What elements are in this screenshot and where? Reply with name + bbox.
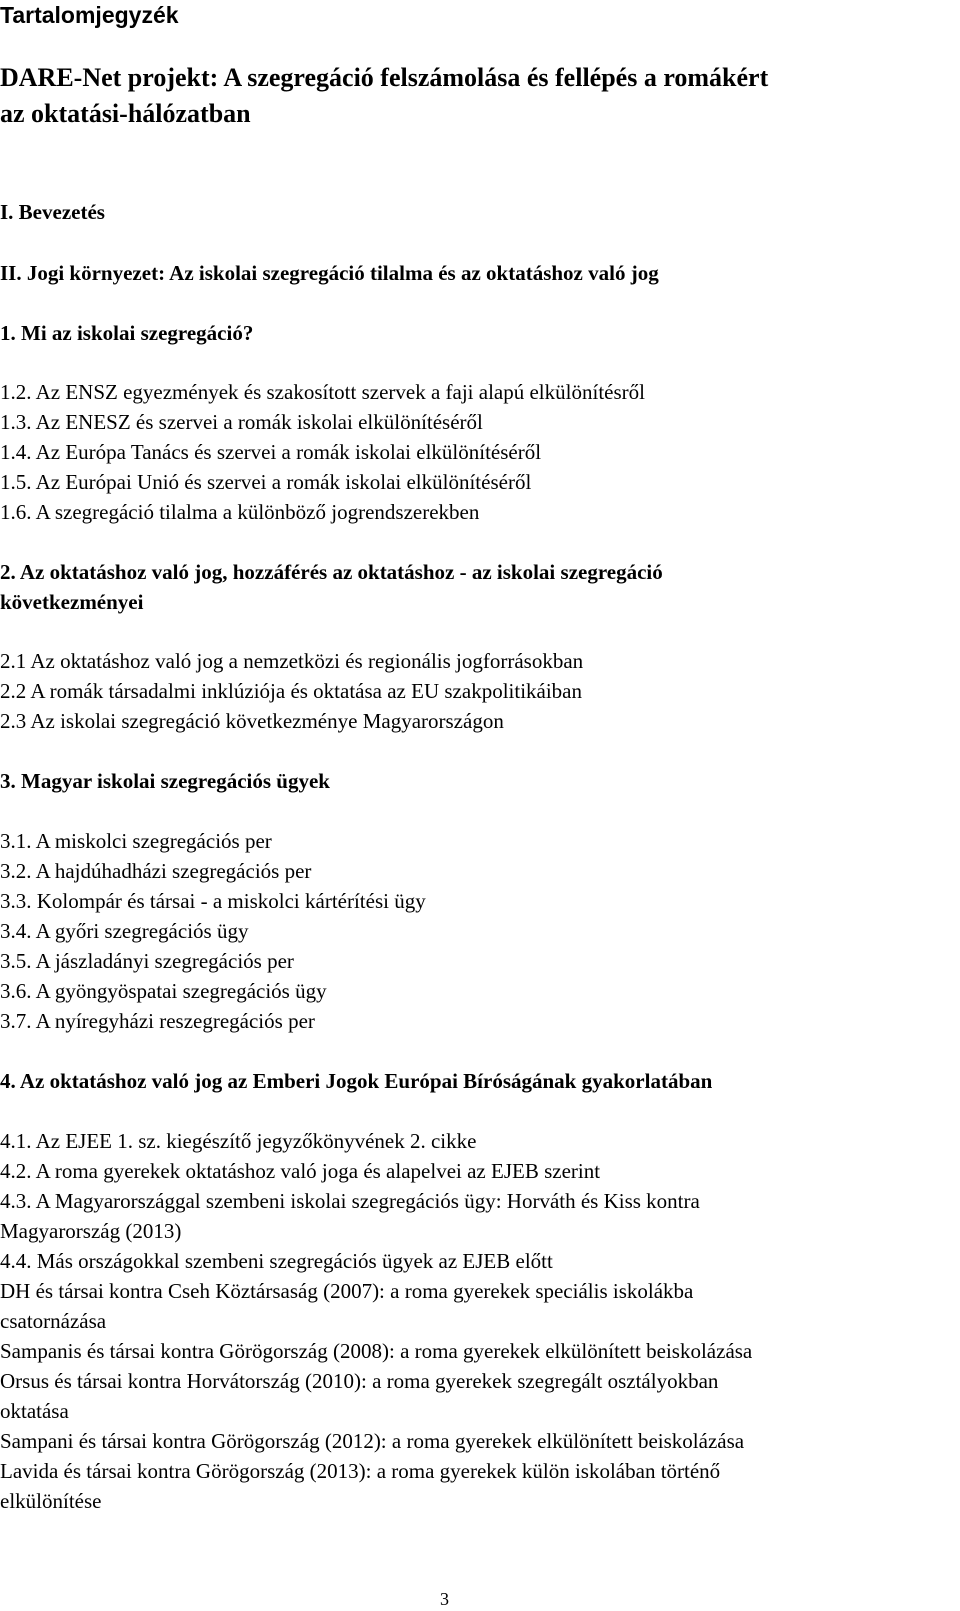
case-entry: Sampani és társai kontra Görögország (2012): a roma gyerekek elkülönített beiskolázása (0, 1429, 745, 1453)
toc-subentry: 3.5. A jászladányi szegregációs per (0, 949, 294, 973)
toc-subentry: Magyarország (2013) (0, 1219, 182, 1243)
case-entry: Orsus és társai kontra Horvátország (2010): a roma gyerekek szegregált osztályokban (0, 1369, 719, 1393)
toc-subentry: 4.4. Más országokkal szembeni szegregációs ügyek az EJEB előtt (0, 1249, 553, 1273)
toc-entry-1: 1. Mi az iskolai szegregáció? (0, 321, 254, 345)
toc-heading: Tartalomjegyzék (0, 2, 179, 28)
toc-subentry: 2.1 Az oktatáshoz való jog a nemzetközi és regionális jogforrásokban (0, 649, 584, 673)
toc-subentry: 4.3. A Magyarországgal szembeni iskolai szegregációs ügy: Horváth és Kiss kontra (0, 1189, 700, 1213)
toc-subentry: 1.3. Az ENESZ és szervei a romák iskolai elkülönítéséről (0, 410, 483, 434)
toc-subentry: 3.4. A győri szegregációs ügy (0, 919, 249, 943)
toc-subentry: 1.6. A szegregáció tilalma a különböző jogrendszerekben (0, 500, 480, 524)
toc-entry-4: 4. Az oktatáshoz való jog az Emberi Jogok Európai Bíróságának gyakorlatában (0, 1069, 713, 1093)
toc-subentry: 1.5. Az Európai Unió és szervei a romák iskolai elkülönítéséről (0, 470, 532, 494)
toc-entry-3: 3. Magyar iskolai szegregációs ügyek (0, 769, 330, 793)
project-title-line-2: az oktatási-hálózatban (0, 99, 251, 128)
toc-subentry: 2.2 A romák társadalmi inklúziója és oktatása az EU szakpolitikáiban (0, 679, 583, 703)
toc-subentry: 3.7. A nyíregyházi reszegregációs per (0, 1009, 315, 1033)
toc-entry-II: II. Jogi környezet: Az iskolai szegregáció tilalma és az oktatáshoz való jog (0, 261, 659, 285)
project-title-line-1: DARE-Net projekt: A szegregáció felszámolása és fellépés a romákért (0, 63, 769, 92)
case-entry: DH és társai kontra Cseh Köztársaság (2007): a roma gyerekek speciális iskolákba (0, 1279, 694, 1303)
toc-subentry: 3.6. A gyöngyöspatai szegregációs ügy (0, 979, 327, 1003)
case-entry: Lavida és társai kontra Görögország (2013): a roma gyerekek külön iskolában történő (0, 1459, 721, 1483)
toc-entry-2-line-1: 2. Az oktatáshoz való jog, hozzáférés az oktatáshoz - az iskolai szegregáció (0, 560, 663, 584)
case-entry: Sampanis és társai kontra Görögország (2008): a roma gyerekek elkülönített beiskolázása (0, 1339, 753, 1363)
toc-subentry: 1.2. Az ENSZ egyezmények és szakosított szervek a faji alapú elkülönítésről (0, 380, 645, 404)
toc-subentry: 2.3 Az iskolai szegregáció következménye Magyarországon (0, 709, 504, 733)
toc-subentry: 4.2. A roma gyerekek oktatáshoz való joga és alapelvei az EJEB szerint (0, 1159, 601, 1183)
toc-entry-I: I. Bevezetés (0, 200, 105, 224)
toc-subentry: 1.4. Az Európa Tanács és szervei a romák iskolai elkülönítéséről (0, 440, 542, 464)
toc-subentry: 4.1. Az EJEE 1. sz. kiegészítő jegyzőkönyvének 2. cikke (0, 1129, 477, 1153)
case-entry: elkülönítése (0, 1489, 102, 1513)
toc-subentry: 3.2. A hajdúhadházi szegregációs per (0, 859, 312, 883)
page-number: 3 (440, 1589, 449, 1609)
toc-entry-2-line-2: következményei (0, 590, 144, 614)
case-entry: oktatása (0, 1399, 69, 1423)
toc-subentry: 3.1. A miskolci szegregációs per (0, 829, 272, 853)
case-entry: csatornázása (0, 1309, 107, 1333)
toc-subentry: 3.3. Kolompár és társai - a miskolci kártérítési ügy (0, 889, 426, 913)
